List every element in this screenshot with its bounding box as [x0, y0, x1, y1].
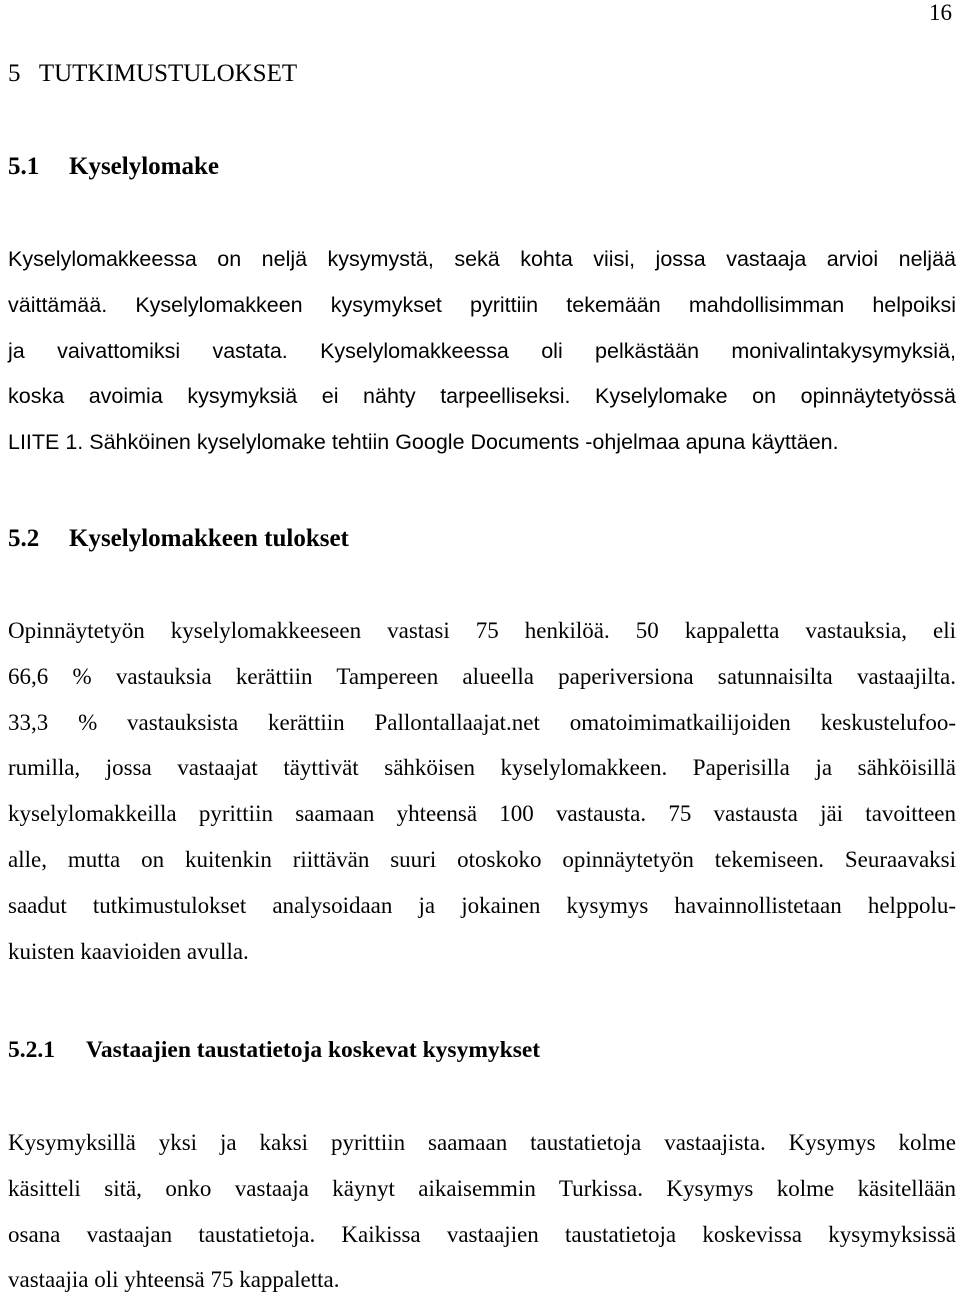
section-title: Vastaajien taustatietoja koskevat kysymykset: [86, 1037, 541, 1063]
section-number: 5.2: [8, 525, 40, 552]
paragraph-line: Opinnäytetyön kyselylomakkeeseen vastasi 75 henkilöä. 50 kappaletta vastauksia, eli: [8, 618, 956, 643]
paragraph-line: Kysymyksillä yksi ja kaksi pyrittiin saamaan taustatietoja vastaajista. Kysymys kolme: [8, 1130, 956, 1155]
chapter-heading: [8, 59, 297, 89]
section-heading-5-2: [8, 524, 349, 554]
section-number: 5.2.1: [8, 1037, 55, 1063]
paragraph-line: koska avoimia kysymyksiä ei nähty tarpeelliseksi. Kyselylomake on opinnäytetyössä: [8, 384, 956, 409]
paragraph-line: ja vaivattomiksi vastata. Kyselylomakkeessa oli pelkästään monivalintakysymyksiä,: [8, 338, 956, 363]
paragraph-line: vastaajia oli yhteensä 75 kappaletta.: [8, 1267, 340, 1293]
page-number: 16: [929, 0, 952, 25]
section-title: Kyselylomakkeen tulokset: [69, 525, 349, 552]
paragraph-line: 33,3 % vastauksista kerättiin Pallontallaajat.net omatoimimatkailijoiden keskustelufoo-: [8, 709, 956, 735]
chapter-title: TUTKIMUSTULOKSET: [38, 60, 298, 87]
section-heading-5-1: [8, 152, 219, 182]
section-heading-5-2-1: [8, 1035, 540, 1065]
chapter-number: 5: [8, 60, 21, 87]
paragraph-line: kuisten kaavioiden avulla.: [8, 938, 249, 964]
paragraph-line: LIITE 1. Sähköinen kyselylomake tehtiin Google Documents -ohjelmaa apuna käyttäen.: [8, 430, 839, 455]
paragraph-line: rumilla, jossa vastaajat täyttivät sähköisen kyselylomakkeen. Paperisilla ja sähköisillä: [8, 755, 956, 781]
paragraph-line: kyselylomakkeilla pyrittiin saamaan yhteensä 100 vastausta. 75 vastausta jäi tavoitteen: [8, 801, 956, 827]
section-number: 5.1: [8, 153, 40, 180]
paragraph-line: osana vastaajan taustatietoja. Kaikissa vastaajien taustatietoja koskevissa kysymyksissä: [8, 1221, 956, 1247]
paragraph-line: saadut tutkimustulokset analysoidaan ja jokainen kysymys havainnollistetaan helppolu-: [8, 892, 956, 918]
paragraph-line: Kyselylomakkeessa on neljä kysymystä, sekä kohta viisi, jossa vastaaja arvioi neljää: [8, 247, 956, 271]
paragraph-tulokset: [8, 616, 956, 982]
section-title: Kyselylomake: [69, 153, 219, 180]
paragraph-kyselylomake: [8, 244, 956, 473]
paragraph-line: käsitteli sitä, onko vastaaja käynyt aikaisemmin Turkissa. Kysymys kolme käsitellään: [8, 1175, 956, 1201]
paragraph-line: väittämää. Kyselylomakkeen kysymykset pyrittiin tekemään mahdollisimman helpoiksi: [8, 292, 956, 317]
paragraph-line: 66,6 % vastauksia kerättiin Tampereen alueella paperiversiona satunnaisilta vastaajilta.: [8, 663, 956, 689]
paragraph-line: alle, mutta on kuitenkin riittävän suuri otoskoko opinnäytetyön tekemiseen. Seuraavaksi: [8, 846, 956, 872]
paragraph-taustatiedot: [8, 1128, 956, 1311]
